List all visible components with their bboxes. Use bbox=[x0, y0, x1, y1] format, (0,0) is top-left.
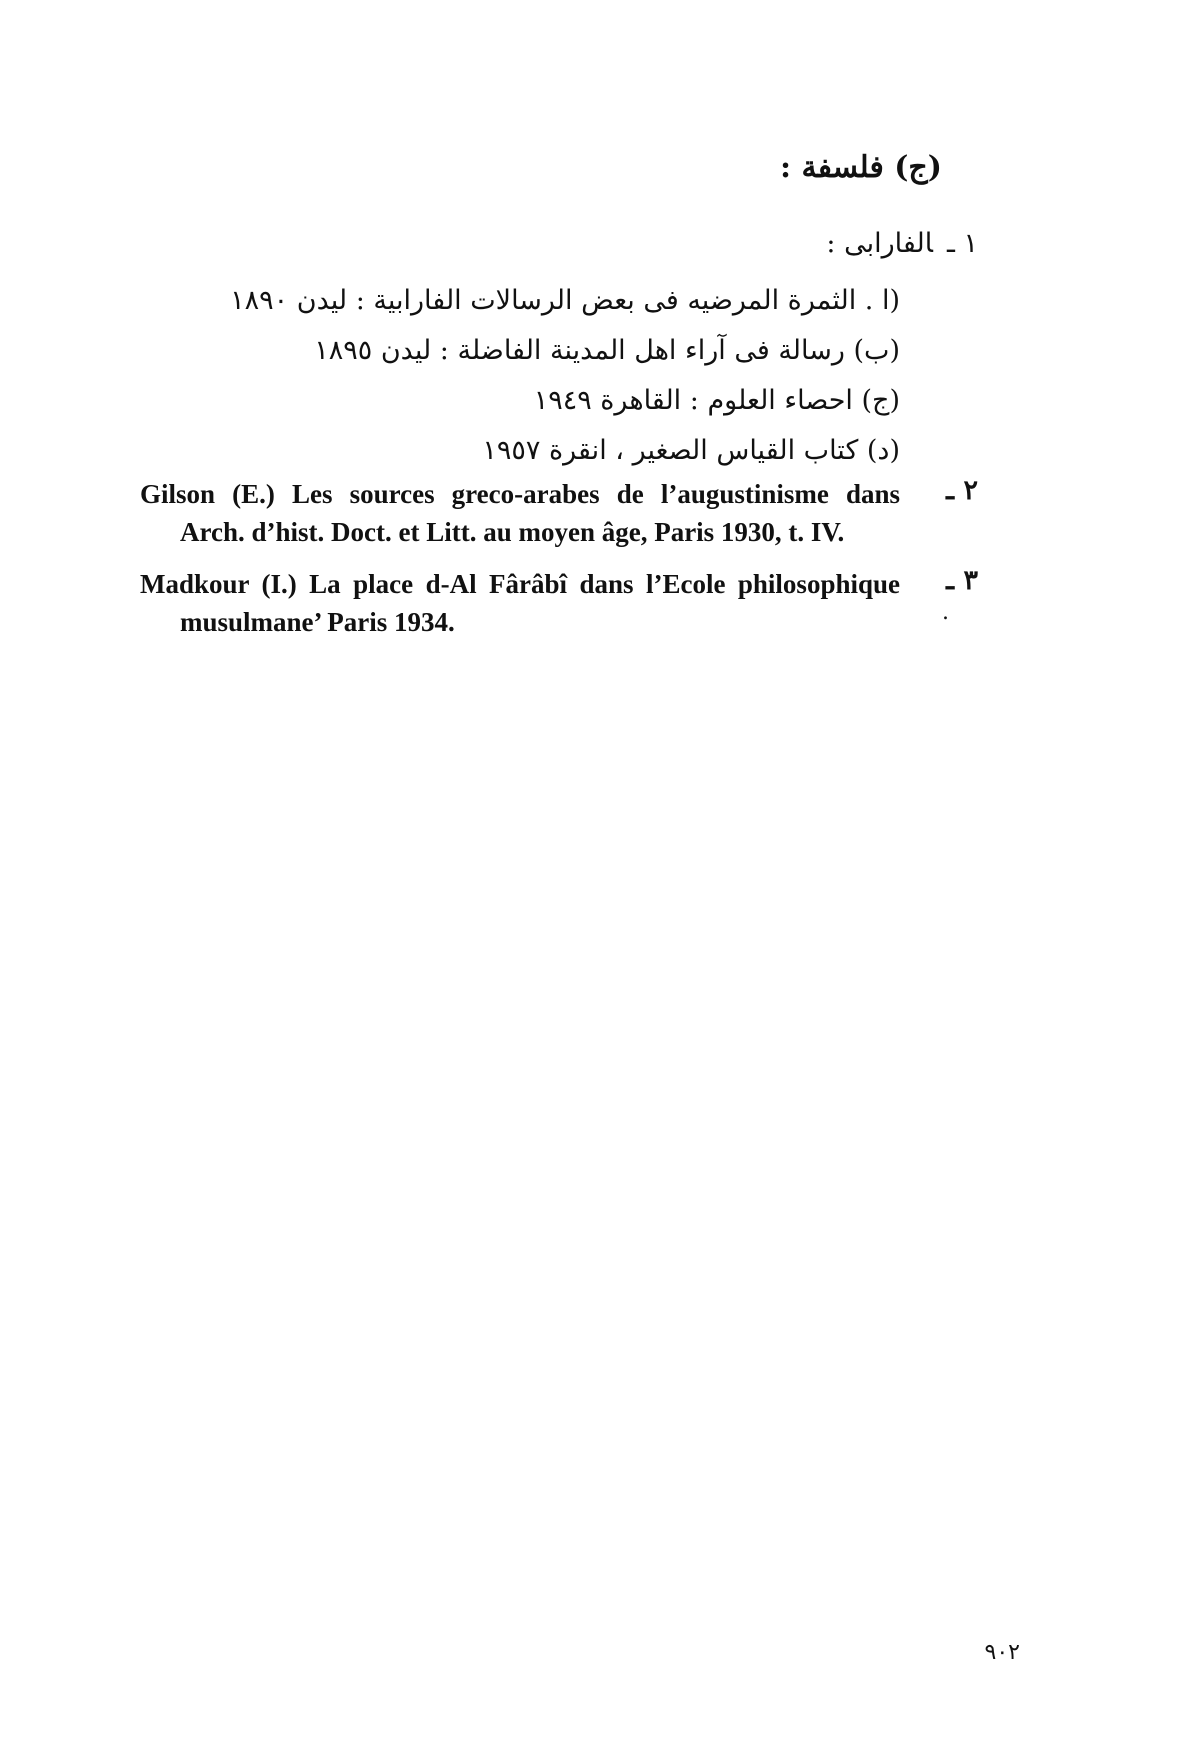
reference-entry bbox=[140, 475, 900, 551]
subheading-number: ١ ـ bbox=[946, 228, 978, 259]
reference-number: ٣ ـ bbox=[946, 565, 978, 596]
reference-number: ٢ ـ bbox=[946, 475, 978, 506]
reference-line: Madkour (I.) La place d-Al Fârâbî dans l’Ecole philosophique bbox=[140, 569, 900, 599]
arabic-work-item: (ج) احصاء العلوم : القاهرة ١٩٤٩ bbox=[533, 385, 900, 416]
page-number: ٩٠٢ bbox=[984, 1640, 1020, 1665]
arabic-work-item: (ا . الثمرة المرضيه فى بعض الرسالات الفارابية : ليدن ١٨٩٠ bbox=[230, 285, 900, 316]
arabic-work-item: (د) كتاب القياس الصغير ، انقرة ١٩٥٧ bbox=[482, 435, 900, 466]
subheading-label: الفارابى : bbox=[826, 228, 933, 259]
reference-line: Gilson (E.) Les sources greco-arabes de l’augustinisme dans bbox=[140, 479, 900, 509]
stray-dot: . bbox=[942, 600, 949, 625]
reference-line: musulmane’ Paris 1934. bbox=[180, 607, 455, 637]
section-heading: (ج) فلسفة : bbox=[779, 150, 942, 185]
arabic-work-item: (ب) رسالة فى آراء اهل المدينة الفاضلة : ليدن ١٨٩٥ bbox=[314, 335, 900, 366]
reference-entry bbox=[140, 565, 900, 641]
subheading bbox=[826, 228, 978, 259]
reference-line: Arch. d’hist. Doct. et Litt. au moyen âge, Paris 1930, t. IV. bbox=[180, 517, 845, 547]
